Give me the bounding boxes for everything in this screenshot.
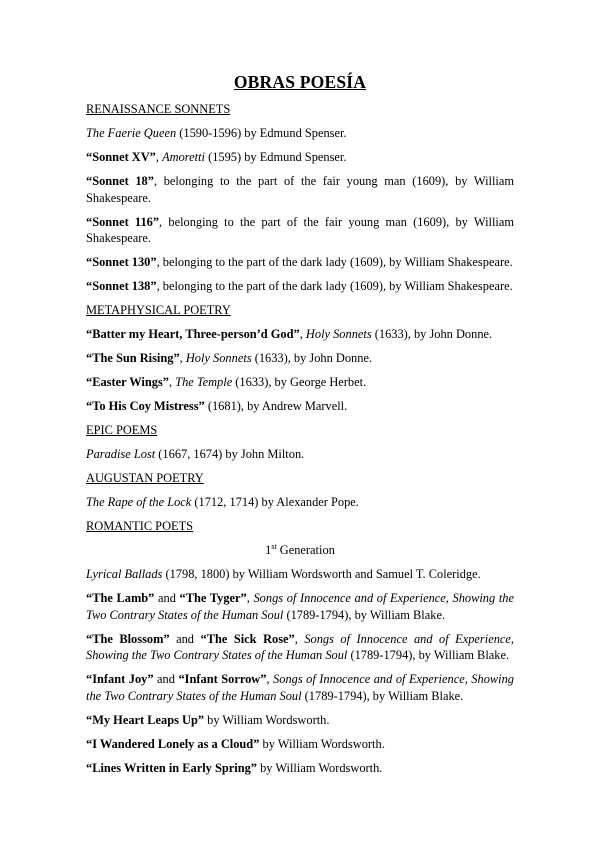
generation-label: Generation — [276, 543, 335, 557]
section-heading-metaphysical: METAPHYSICAL POETRY — [86, 303, 231, 317]
poem-title: “I Wandered Lonely as a Cloud” — [86, 736, 260, 751]
entry-my-heart-leaps-up — [86, 712, 514, 729]
entry-text: (1712, 1714) by Alexander Pope. — [191, 495, 359, 509]
poem-title: “Easter Wings” — [86, 375, 169, 389]
section-heading-renaissance: RENAISSANCE SONNETS — [86, 102, 231, 116]
entry-easter-wings — [86, 374, 514, 391]
poem-title: “The Blossom” — [86, 631, 170, 646]
entry-text: , — [168, 375, 176, 389]
poem-title: “Sonnet 130” — [86, 255, 157, 269]
entry-paradise-lost — [86, 446, 514, 463]
entry-faerie-queen — [86, 125, 514, 142]
entry-text: , — [266, 672, 274, 686]
entry-text: by William Wordsworth. — [256, 760, 383, 775]
work-title: Songs of Innocence and of Experience, Showing the Two Contrary States of the Human Soul — [86, 631, 514, 662]
poem-title: “The Sick Rose” — [200, 631, 295, 646]
entry-text: (1789-1794), by William Blake. — [301, 688, 464, 703]
entry-text: , belonging to the part of the dark lady (1609), by William Shakespeare. — [156, 279, 513, 293]
entry-sonnet-xv — [86, 149, 514, 166]
work-title: The Rape of the Lock — [86, 495, 192, 509]
entry-text: (1681), by Andrew Marvell. — [204, 399, 348, 413]
entry-sonnet-138 — [86, 278, 514, 295]
poem-title: “Infant Joy” — [86, 672, 154, 686]
poem-title: “The Sun Rising” — [86, 351, 180, 365]
work-title: Holy Sonnets — [185, 351, 252, 365]
work-title: The Faerie Queen — [86, 126, 177, 140]
work-title: Songs of Innocence and of Experience, Showing the Two Contrary States of the Human Soul — [86, 672, 514, 703]
work-title: Amoretti — [162, 150, 205, 164]
entry-text: (1798, 1800) by William Wordsworth and Samuel T. Coleridge. — [162, 567, 481, 581]
section-heading-romantic: ROMANTIC POETS — [86, 519, 194, 533]
generation-ordinal: st — [271, 541, 277, 551]
entry-text: (1667, 1674) by John Milton. — [155, 447, 305, 461]
poem-title: “The Tyger” — [179, 591, 247, 605]
entry-lyrical-ballads — [86, 566, 514, 583]
poem-title: “Sonnet 18” — [86, 174, 154, 188]
entry-infant-joy-sorrow — [86, 671, 514, 704]
entry-text: (1633), by John Donne. — [251, 351, 373, 365]
entry-text: by William Wordsworth. — [204, 712, 330, 727]
entry-text: , — [179, 351, 186, 365]
entry-text: , — [299, 327, 306, 341]
entry-batter-my-heart — [86, 326, 514, 343]
entry-sonnet-116 — [86, 214, 514, 247]
poem-title: “Sonnet 116” — [86, 214, 160, 229]
work-title: Lyrical Ballads — [86, 567, 163, 581]
entry-text: (1789-1794), by William Blake. — [283, 607, 446, 622]
entry-text: and — [153, 672, 179, 686]
poem-title: “The Lamb” — [86, 591, 155, 605]
entry-text: (1789-1794), by William Blake. — [347, 648, 510, 662]
entry-coy-mistress — [86, 398, 514, 415]
poem-title: “Infant Sorrow” — [178, 672, 267, 686]
generation-number: 1 — [265, 543, 272, 557]
section-heading-augustan: AUGUSTAN POETRY — [86, 471, 204, 485]
entry-text: , belonging to the part of the dark lady (1609), by William Shakespeare. — [156, 255, 513, 269]
work-title: Paradise Lost — [86, 447, 156, 461]
poem-title: “Lines Written in Early Spring” — [86, 760, 257, 775]
entry-text: , — [246, 591, 254, 605]
generation-subheading — [86, 542, 514, 559]
work-title: The Temple — [175, 375, 233, 389]
entry-text: (1633), by John Donne. — [371, 327, 493, 341]
poem-title: “Sonnet 138” — [86, 279, 157, 293]
entry-text: and — [154, 591, 180, 605]
section-heading-epic: EPIC POEMS — [86, 423, 158, 437]
entry-sonnet-18 — [86, 173, 514, 206]
work-title: Songs of Innocence and of Experience, Showing the Two Contrary States of the Human Soul — [86, 591, 514, 622]
entry-lamb-tyger — [86, 590, 514, 623]
document-body — [86, 101, 514, 784]
entry-text: , — [294, 631, 305, 646]
poem-title: “Sonnet XV” — [86, 150, 156, 164]
entry-text: , belonging to the part of the fair young man (1609), by William Shakespeare. — [86, 214, 514, 245]
entry-text: , belonging to the part of the fair young man (1609), by William Shakespeare. — [86, 174, 515, 205]
entry-blossom-sick-rose — [86, 631, 514, 664]
entry-text: and — [169, 631, 201, 646]
entry-text: (1595) by Edmund Spenser. — [205, 150, 347, 164]
entry-text: (1590-1596) by Edmund Spenser. — [176, 126, 347, 140]
entry-rape-of-the-lock — [86, 494, 514, 511]
entry-sun-rising — [86, 350, 514, 367]
entry-text: by William Wordsworth. — [259, 736, 385, 751]
work-title: Holy Sonnets — [305, 327, 372, 341]
poem-title: “My Heart Leaps Up” — [86, 712, 205, 727]
entry-wandered-lonely — [86, 736, 514, 753]
page-title: OBRAS POESÍA — [233, 72, 367, 92]
entry-sonnet-130 — [86, 254, 514, 271]
poem-title: “Batter my Heart, Three-person’d God” — [86, 327, 300, 341]
entry-text: (1633), by George Herbet. — [232, 375, 367, 389]
entry-text: , — [155, 150, 163, 164]
entry-lines-early-spring — [86, 760, 514, 777]
poem-title: “To His Coy Mistress” — [86, 399, 205, 413]
